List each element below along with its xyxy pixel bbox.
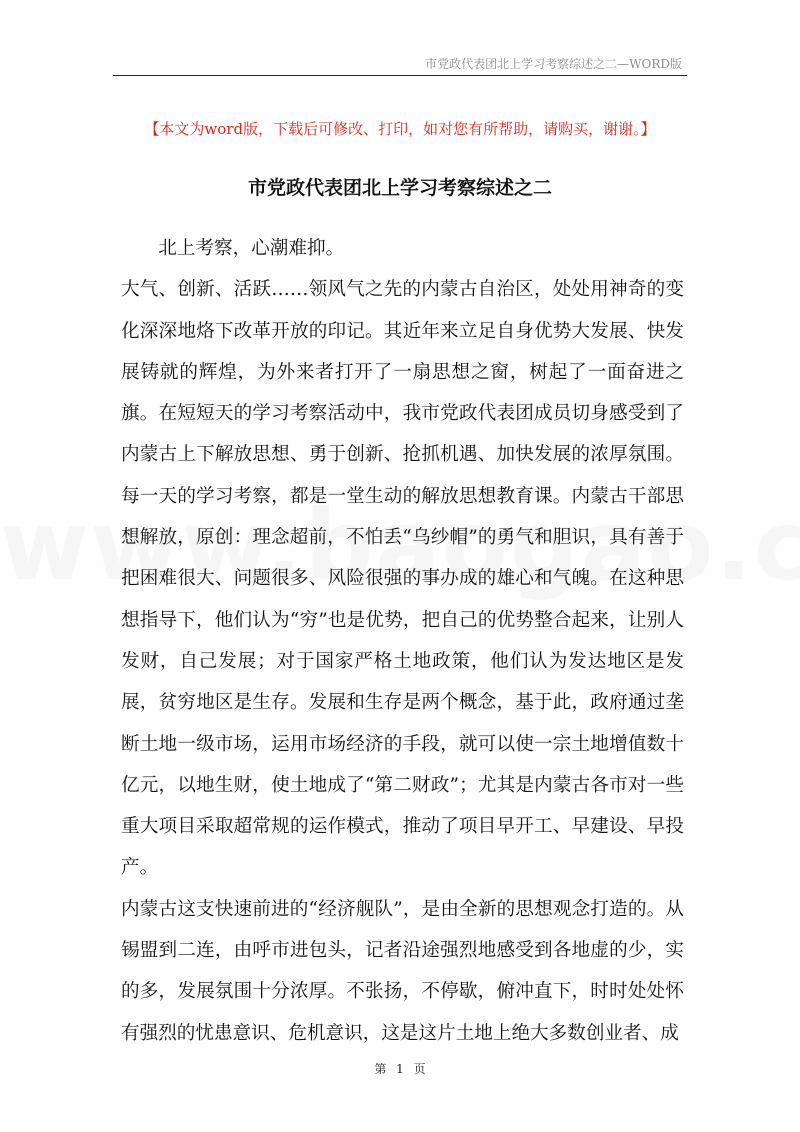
document-body (121, 228, 684, 1054)
paragraph: 大气、创新、活跃……领风气之先的内蒙古自治区，处处用神奇的变化深深地烙下改革开放的印记。其近年来立足自身优势大发展、快发展铸就的辉煌，为外来者打开了一扇思想之窗，树起了一面奋进之旗。在短短天的学习考察活动中，我市党政代表团成员切身感受到了内蒙古上下解放思想、勇于创新、抢抓机遇、加快发展的浓厚氛围。每一天的学习考察，都是一堂生动的解放思想教育课。内蒙古干部思想解放，原创：理念超前，不怕丢“乌纱帽”的勇气和胆识，具有善于把困难很大、问题很多、风险很强的事办成的雄心和气魄。在这种思想指导下，他们认为“穷”也是优势，把自己的优势整合起来，让别人发财，自己发展；对于国家严格土地政策，他们认为发达地区是发展，贫穷地区是生存。发展和生存是两个概念，基于此，政府通过垄断土地一级市场，运用市场经济的手段，就可以使一宗土地增值数十亿元，以地生财，使土地成了“第二财政”；尤其是内蒙古各市对一些重大项目采取超常规的运作模式，推动了项目早开工、早建设、早投产。 (121, 279, 684, 879)
header-divider (113, 75, 687, 76)
paragraph: 内蒙古这支快速前进的“经济舰队”，是由全新的思想观念打造的。从锡盟到二连，由呼市进包头，记者沿途强烈地感受到各地虚的少，实的多，发展氛围十分浓厚。不张扬，不停歇，俯冲直下，时时处处怀有强烈的忧患意识、危机意识，这是这片土地上绝大多数创业者、成 (121, 898, 684, 1044)
page-prefix: 第 (374, 1062, 387, 1076)
download-notice: 【本文为word版，下载后可修改、打印，如对您有所帮助，请购买，谢谢。】 (144, 120, 656, 138)
running-header: 市党政代表团北上学习考察综述之二—WORD版 (425, 57, 682, 71)
page-suffix: 页 (413, 1062, 426, 1076)
page-footer (0, 1060, 800, 1077)
page-number: 1 (396, 1062, 404, 1076)
paragraph: 北上考察，心潮难抑。 (158, 238, 345, 259)
document-title: 市党政代表团北上学习考察综述之二 (247, 177, 552, 199)
